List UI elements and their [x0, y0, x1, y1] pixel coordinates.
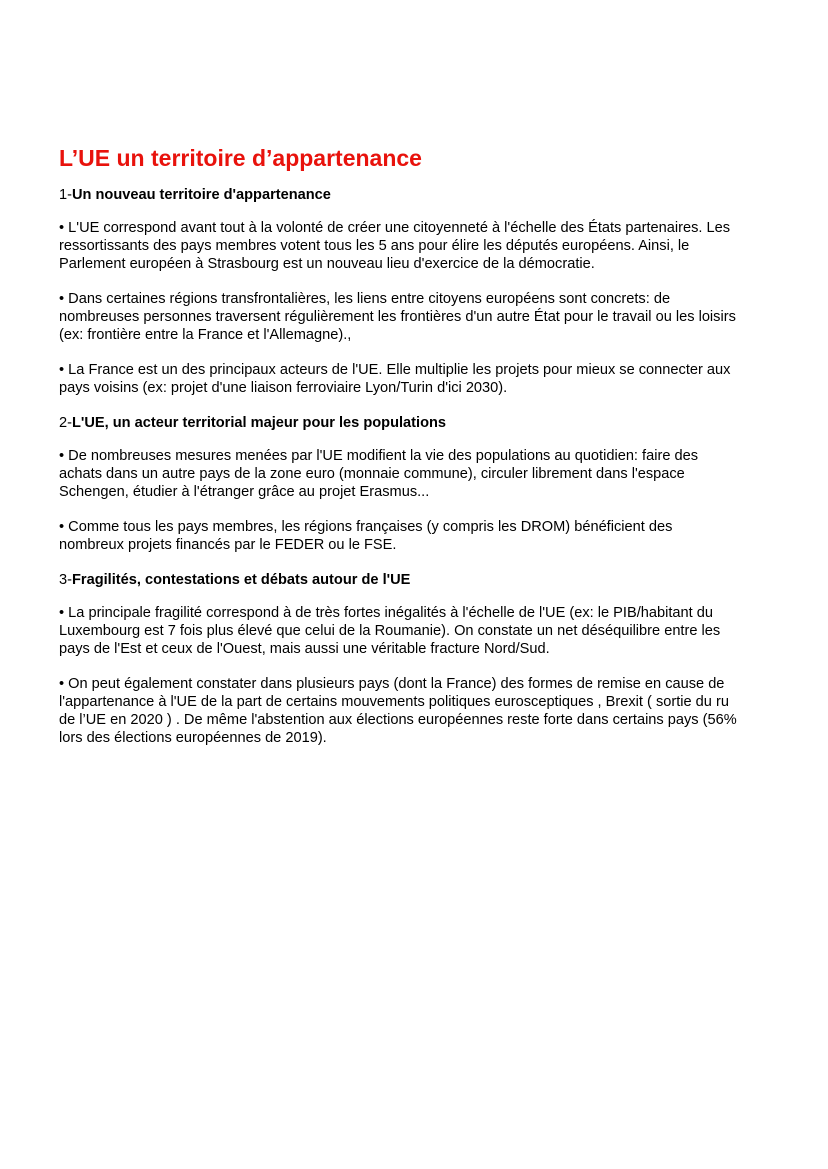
section-2-title: L'UE, un acteur territorial majeur pour les populations: [71, 415, 447, 431]
section-3-paragraph-1: • La principale fragilité correspond à de très fortes inégalités à l'échelle de l'UE (ex: le PIB/habitant du Luxembourg est 7 fois plus élevé que celui de la Roumanie). On constate un net déséquilibre entre les pays de l'Est et ceux de l'Ouest, mais aussi une véritable fracture Nord/Sud.: [59, 605, 721, 657]
document-title: L’UE un territoire d’appartenance: [59, 145, 422, 171]
section-2-number: 2-: [59, 415, 72, 431]
section-3-title: Fragilités, contestations et débats autour de l'UE: [71, 572, 411, 588]
section-3-heading: [59, 571, 739, 589]
section-1-paragraph-3: • La France est un des principaux acteurs de l'UE. Elle multiplie les projets pour mieux se connecter aux pays voisins (ex: projet d'une liaison ferroviaire Lyon/Turin d'ici 2030).: [59, 362, 731, 396]
section-3: [59, 571, 739, 747]
section-2: [59, 414, 739, 554]
section-2-paragraph-2: • Comme tous les pays membres, les régions françaises (y compris les DROM) bénéficient des nombreux projets financés par le FEDER ou le FSE.: [59, 519, 673, 553]
section-1: [59, 186, 739, 397]
section-3-number: 3-: [59, 572, 72, 588]
section-2-heading: [59, 414, 739, 432]
section-1-heading: [59, 186, 739, 204]
section-1-paragraph-2: • Dans certaines régions transfrontalières, les liens entre citoyens européens sont concrets: de nombreuses personnes traversent régulièrement les frontières d'un autre État pour le travail ou les loisirs (ex: frontière entre la France et l'Allemagne).,: [59, 291, 736, 343]
section-1-paragraph-1: • L'UE correspond avant tout à la volonté de créer une citoyenneté à l'échelle des États partenaires. Les ressortissants des pays membres votent tous les 5 ans pour élire les députés européens. Ainsi, le Parlement européen à Strasbourg est un nouveau lieu d'exercice de la démocratie.: [59, 220, 731, 272]
section-3-paragraph-2: • On peut également constater dans plusieurs pays (dont la France) des formes de remise en cause de l'appartenance à l'UE de la part de certains mouvements politiques eurosceptiques , Brexit ( sortie du ru de l’UE en 2020 ) . De même l'abstention aux élections européennes reste forte dans certains pays (56% lors des élections européennes de 2019).: [59, 676, 737, 746]
section-1-title: Un nouveau territoire d'appartenance: [71, 187, 331, 203]
section-1-number: 1-: [59, 187, 72, 203]
section-2-paragraph-1: • De nombreuses mesures menées par l'UE modifient la vie des populations au quotidien: faire des achats dans un autre pays de la zone euro (monnaie commune), circuler librement dans l'espace Schengen, étudier à l'étranger grâce au projet Erasmus...: [59, 448, 699, 500]
document-page: [59, 144, 739, 764]
